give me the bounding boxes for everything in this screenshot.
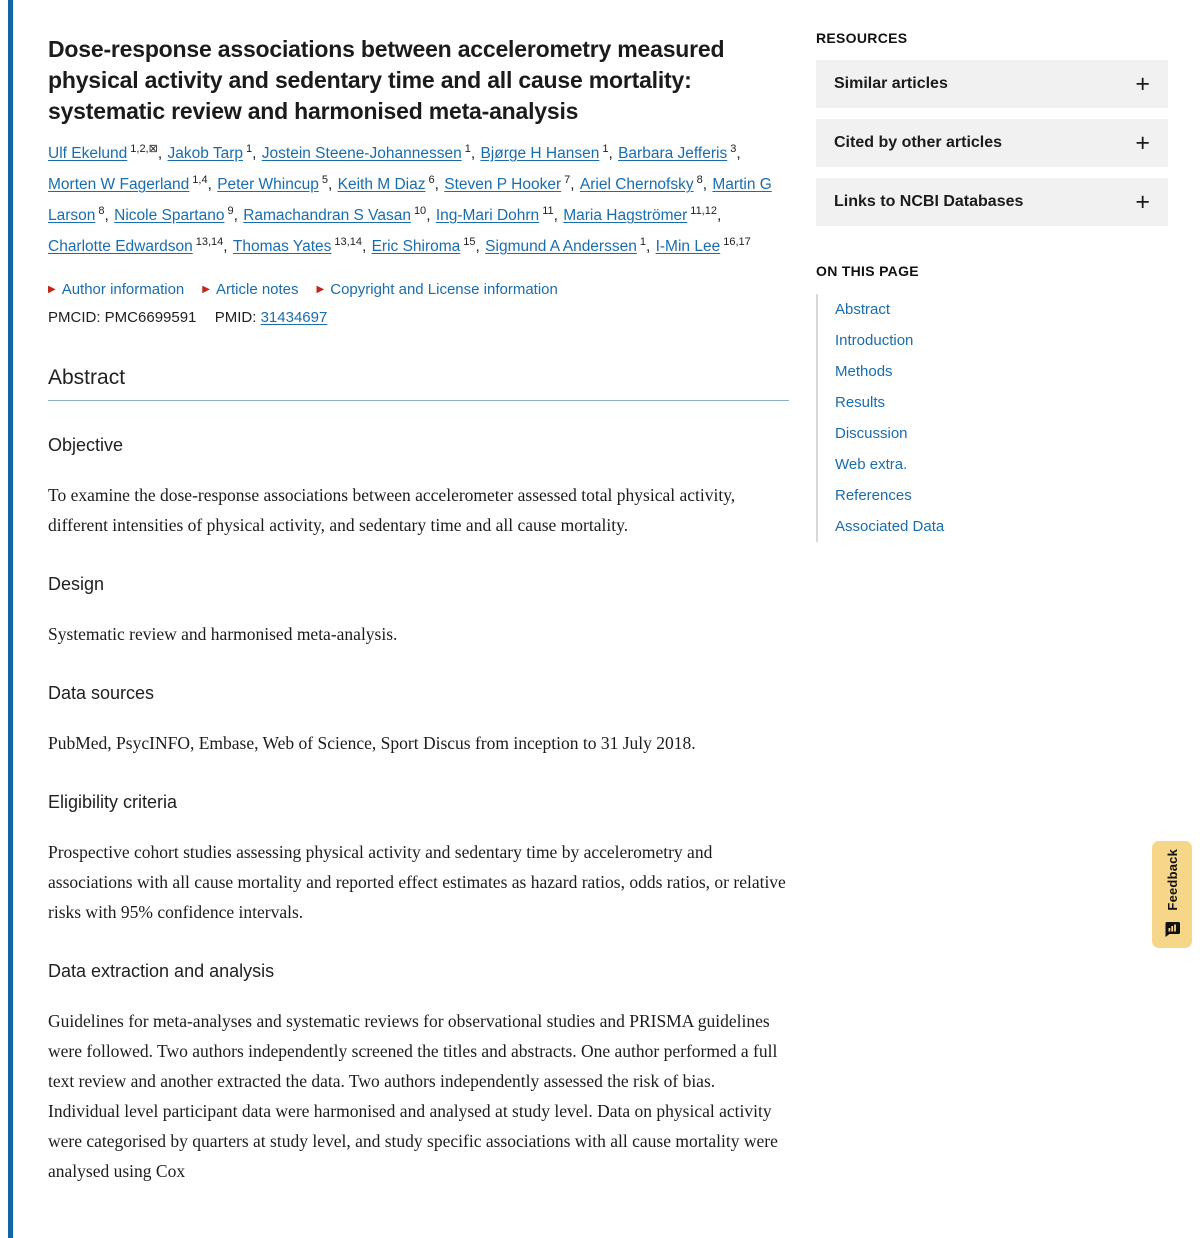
author: Ing-Mari Dohrn $^{11}$, xyxy=(435,205,563,224)
article-ids xyxy=(48,309,789,326)
author-affiliation-sup: 1 xyxy=(639,236,646,248)
article-meta-links xyxy=(48,281,789,298)
author-link[interactable]: Morten W Fagerland xyxy=(48,176,190,193)
author: Ramachandran S Vasan $^{10}$, xyxy=(243,205,435,224)
author-link[interactable]: Barbara Jefferis xyxy=(618,145,728,162)
accordion-label: Similar articles xyxy=(834,75,948,92)
section-text-objective: To examine the dose-response associations between accelerometer assessed total physical activity, different intensities of physical activity, and sedentary time and all cause mortality. xyxy=(48,485,736,535)
author-affiliation-sup: 13,14 xyxy=(334,236,362,248)
nav-link-results[interactable]: Results xyxy=(835,394,886,411)
author: Morten W Fagerland $^{1,4}$, xyxy=(48,174,217,193)
author: Keith M Diaz $^6$, xyxy=(337,174,444,193)
pmcid-label: PMCID: xyxy=(48,309,101,326)
author-link[interactable]: Sigmund A Anderssen xyxy=(485,238,637,255)
section-heading-data-extraction: Data extraction and analysis xyxy=(48,961,275,981)
section-text-design: Systematic review and harmonised meta-analysis. xyxy=(48,624,398,644)
section-heading-design: Design xyxy=(48,574,105,594)
author-link[interactable]: Nicole Spartano xyxy=(114,207,225,224)
feedback-button[interactable] xyxy=(1152,841,1192,948)
author: Ariel Chernofsky $^8$, xyxy=(579,174,712,193)
feedback-label: Feedback xyxy=(1164,849,1180,911)
author-link[interactable]: Charlotte Edwardson xyxy=(48,238,193,255)
author-affiliation-sup: 6 xyxy=(428,174,435,186)
author-affiliation-sup: 1,4 xyxy=(192,174,208,186)
section-text-data-sources: PubMed, PsycINFO, Embase, Web of Science, Sport Discus from inception to 31 July 2018. xyxy=(48,733,696,753)
author-affiliation-sup: 11 xyxy=(542,205,554,217)
plus-icon: + xyxy=(1135,128,1150,157)
author-link[interactable]: Ariel Chernofsky xyxy=(579,176,694,193)
author: Nicole Spartano $^9$, xyxy=(114,205,243,224)
author-affiliation-sup: 10 xyxy=(413,205,427,217)
right-sidebar xyxy=(816,30,1168,542)
author-affiliation-sup: 9 xyxy=(227,205,234,217)
author-information-link[interactable]: ▶ Author information xyxy=(48,281,185,298)
author-affiliation-sup: 3 xyxy=(730,143,737,155)
author-affiliation-sup: 5 xyxy=(321,174,328,186)
author: Bjørge H Hansen $^1$, xyxy=(480,143,618,162)
section-text-data-extraction: Guidelines for meta-analyses and systematic reviews for observational studies and PRISMA guidelines were followed. Two authors independently screened the titles and abstracts. One author performed a full text review and another extracted the data. Two authors independently assessed the risk of bias. Individual level participant data were harmonised and analysed at study level. Data on physical activity were categorised by quarters at study level, and study specific associations with all cause mortality were analysed using Cox xyxy=(48,1011,778,1181)
author-affiliation-sup: 11,12 xyxy=(690,205,717,217)
resources-accordions xyxy=(816,60,1168,226)
author-link[interactable]: Thomas Yates xyxy=(232,238,332,255)
plus-icon: + xyxy=(1135,187,1150,216)
section-heading-data-sources: Data sources xyxy=(48,683,155,703)
author-list xyxy=(48,139,789,263)
author: Jostein Steene-Johannessen $^1$, xyxy=(261,143,480,162)
author: Maria Hagströmer $^{11,12}$, xyxy=(563,205,722,224)
section-text-eligibility: Prospective cohort studies assessing physical activity and sedentary time by accelerometry and associations with all cause mortality and reported effect estimates as hazard ratios, odds ratios, or relative risks with 95% confidence intervals. xyxy=(48,842,786,922)
collapsed-marker-icon: ▶ xyxy=(316,284,325,295)
accordion-label: Links to NCBI Databases xyxy=(834,193,1024,210)
collapsed-marker-icon: ▶ xyxy=(48,284,56,295)
author-affiliation-sup: 15 xyxy=(463,236,476,248)
author-affiliation-sup: 8 xyxy=(98,205,105,217)
pmcid-value: PMC6699591 xyxy=(104,309,197,326)
author-link[interactable]: Peter Whincup xyxy=(217,176,319,193)
author-affiliation-sup: 1,2,⊠ xyxy=(130,143,158,155)
author: Martin G Larson $^8$, xyxy=(48,176,772,224)
accordion-similar-articles[interactable] xyxy=(816,60,1168,108)
author-link[interactable]: Jakob Tarp xyxy=(167,145,244,162)
plus-icon: + xyxy=(1135,69,1150,98)
nav-link-web-extra[interactable]: Web extra. xyxy=(835,456,908,473)
accordion-cited-by[interactable] xyxy=(816,119,1168,167)
author-link[interactable]: Steven P Hooker xyxy=(444,176,562,193)
author-link[interactable]: Martin G Larson xyxy=(48,176,772,224)
accordion-label: Cited by other articles xyxy=(834,134,1003,151)
nav-link-associated-data[interactable]: Associated Data xyxy=(835,518,945,535)
author-affiliation-sup: 1 xyxy=(246,143,253,155)
resources-label: RESOURCES xyxy=(816,30,908,46)
author-link[interactable]: Eric Shiroma xyxy=(371,238,461,255)
nav-link-references[interactable]: References xyxy=(835,487,912,504)
author-link[interactable]: Bjørge H Hansen xyxy=(480,145,600,162)
nav-link-methods[interactable]: Methods xyxy=(835,363,893,380)
author: Peter Whincup $^5$, xyxy=(217,174,337,193)
author-link[interactable]: Ulf Ekelund xyxy=(48,145,128,162)
article-title: Dose-response associations between accelerometry measured physical activity and sedentary time and all cause mortality: systematic review and harmonised meta-analysis xyxy=(48,36,725,124)
author-link[interactable]: Ramachandran S Vasan xyxy=(243,207,411,224)
section-heading-objective: Objective xyxy=(48,435,124,455)
pmid-link[interactable]: 31434697 xyxy=(260,309,328,326)
author-link[interactable]: Ing-Mari Dohrn xyxy=(435,207,540,224)
author-affiliation-sup: 7 xyxy=(564,174,571,186)
abstract-heading: Abstract xyxy=(48,366,789,401)
section-heading-eligibility: Eligibility criteria xyxy=(48,792,178,812)
collapsed-marker-icon: ▶ xyxy=(202,284,210,295)
author-affiliation-sup: 1 xyxy=(464,143,471,155)
on-this-page-nav xyxy=(816,294,1168,542)
author-affiliation-sup: 8 xyxy=(696,174,703,186)
pmid-label: PMID: xyxy=(214,309,257,326)
author-affiliation-sup: 13,14 xyxy=(195,236,224,248)
author: Thomas Yates $^{13,14}$, xyxy=(232,236,371,255)
author: Steven P Hooker $^7$, xyxy=(444,174,579,193)
nav-link-abstract[interactable]: Abstract xyxy=(835,301,891,318)
author xyxy=(656,238,751,255)
author-affiliation-sup: 1 xyxy=(602,143,609,155)
author-link[interactable]: Maria Hagströmer xyxy=(563,207,688,224)
author: Eric Shiroma $^{15}$, xyxy=(371,236,485,255)
nav-link-introduction[interactable]: Introduction xyxy=(835,332,914,349)
article-notes-link[interactable]: ▶ Article notes xyxy=(202,281,299,298)
author-link[interactable]: I-Min Lee xyxy=(655,238,721,255)
author: Ulf Ekelund $^{1,2,⊠}$, xyxy=(48,143,167,162)
feedback-chart-icon xyxy=(1164,920,1181,937)
author-affiliation-sup: 16,17 xyxy=(723,236,751,248)
nav-link-discussion[interactable]: Discussion xyxy=(835,425,908,442)
author: Barbara Jefferis $^3$, xyxy=(618,143,741,162)
author: Jakob Tarp $^1$, xyxy=(167,143,261,162)
copyright-license-link[interactable]: ▶ Copyright and License information xyxy=(316,281,558,298)
author: Sigmund A Anderssen $^1$, xyxy=(485,236,655,255)
author-link[interactable]: Keith M Diaz xyxy=(337,176,426,193)
author: Charlotte Edwardson $^{13,14}$, xyxy=(48,236,232,255)
article-main-column xyxy=(48,0,789,1186)
left-accent-bar xyxy=(8,0,13,1238)
accordion-ncbi-links[interactable] xyxy=(816,178,1168,226)
author-link[interactable]: Jostein Steene-Johannessen xyxy=(261,145,462,162)
on-this-page-label: ON THIS PAGE xyxy=(816,263,919,279)
